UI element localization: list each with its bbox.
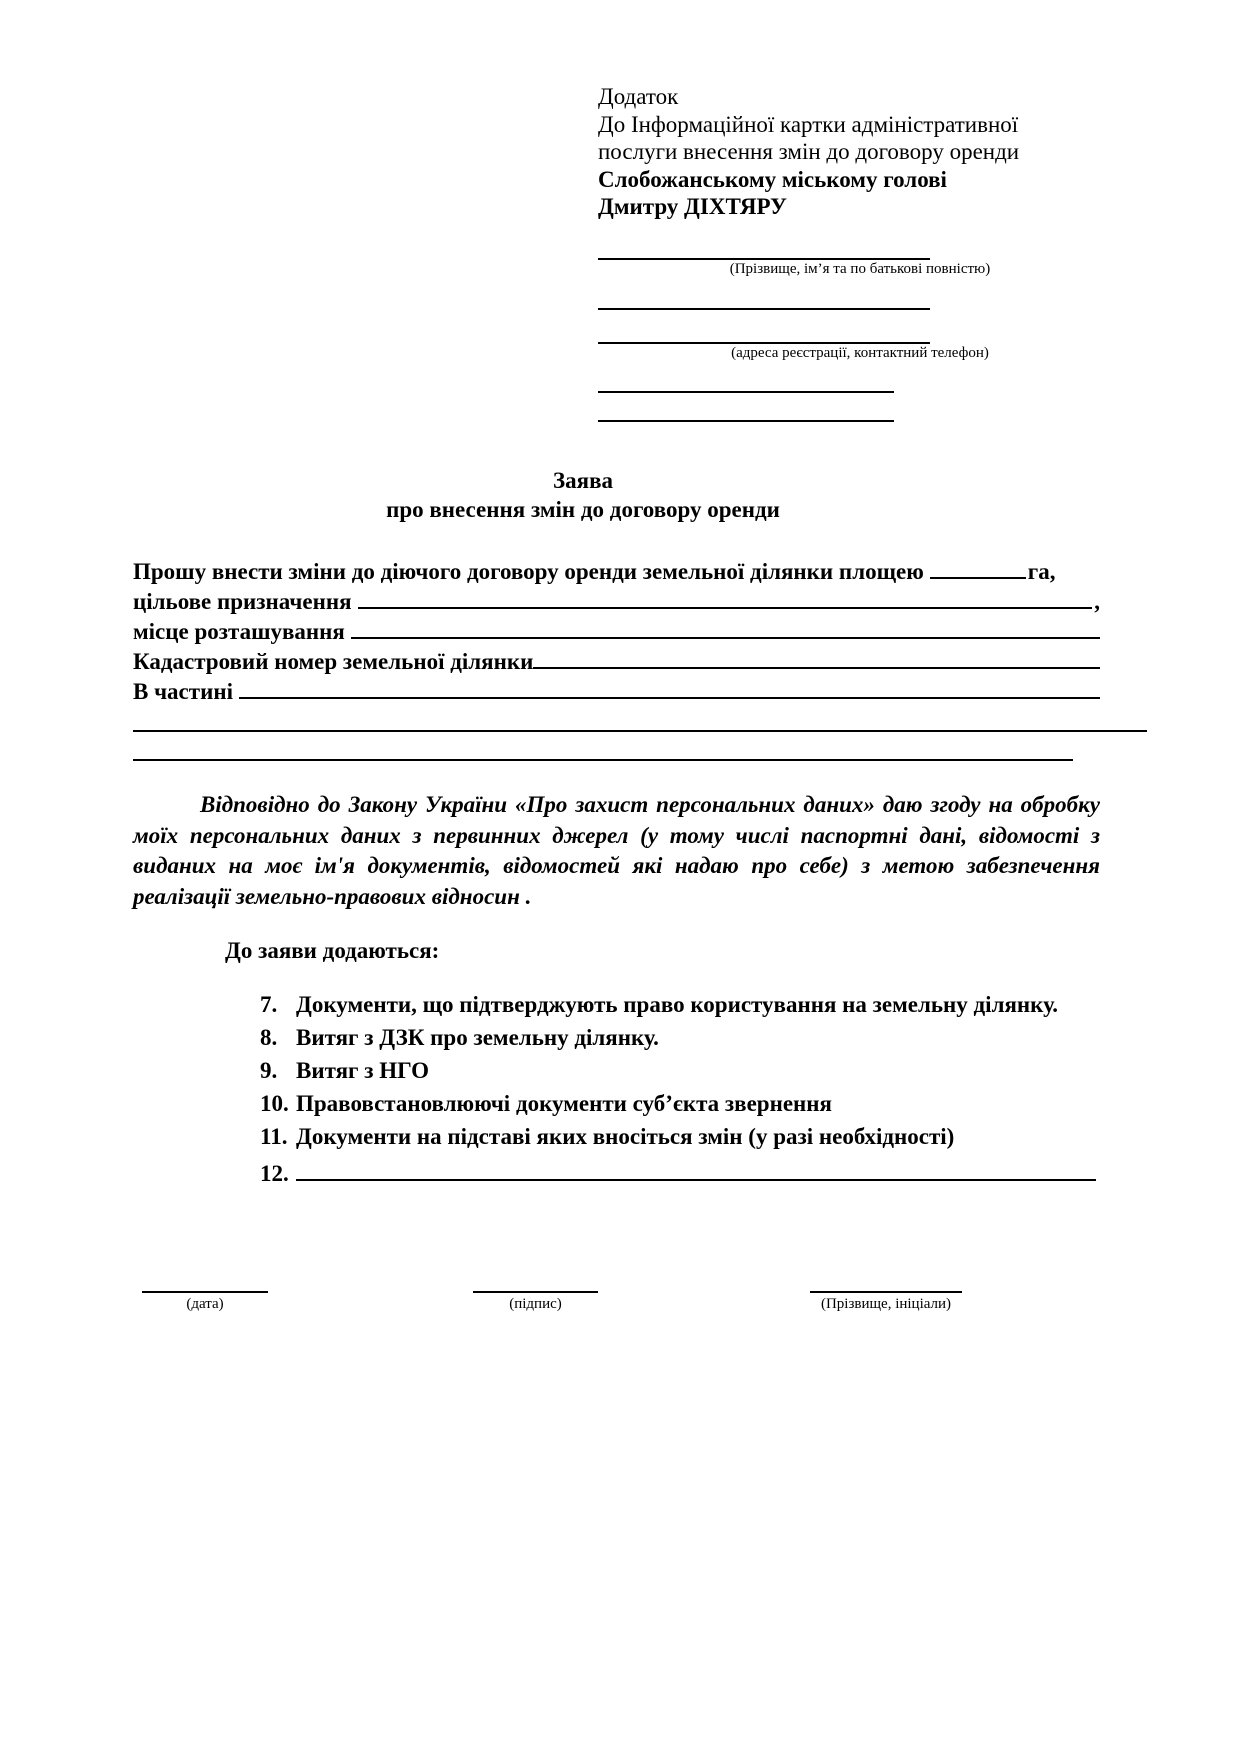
list-item-text: Документи, що підтверджують право користування на земельну ділянку. — [296, 992, 1059, 1017]
cadastre-number-field[interactable] — [533, 643, 1100, 669]
applicant-address-field-2[interactable] — [598, 364, 894, 393]
date-caption: (дата) — [186, 1296, 224, 1312]
list-item-number: 12. — [260, 1161, 289, 1186]
area-field[interactable] — [930, 553, 1026, 579]
list-item — [260, 1120, 1100, 1153]
applicant-address-field[interactable] — [598, 310, 930, 344]
cadastre-label: Кадастровий номер земельної ділянки — [133, 649, 534, 674]
request-line-purpose — [133, 583, 1100, 613]
addressee-title: Слобожанському міському голові — [598, 166, 947, 192]
list-item-number: 7. — [260, 992, 278, 1017]
list-item-text: Витяг з ДЗК про земельну ділянку. — [296, 1025, 659, 1050]
attachments-heading: До заяви додаються: — [225, 938, 440, 963]
part-label: В частині — [133, 679, 233, 704]
title-line-2: про внесення змін до договору оренди — [386, 497, 780, 522]
initials-field[interactable] — [810, 1264, 962, 1293]
signature-field[interactable] — [473, 1264, 598, 1293]
other-attachment-field[interactable] — [296, 1153, 1096, 1181]
list-item-number: 9. — [260, 1058, 278, 1083]
list-item — [260, 1021, 1100, 1054]
list-item-text: Правовстановлюючі документи суб’єкта звернення — [296, 1091, 832, 1116]
extra-line-1 — [133, 703, 1100, 732]
request-line-1-label: Прошу внести зміни до діючого договору оренди земельної ділянки площею — [133, 559, 924, 584]
addressee-name: Дмитру ДІХТЯРУ — [598, 194, 787, 219]
appendix-line: До Інформаційної картки адміністративної — [598, 111, 1019, 137]
consent-paragraph: Відповідно до Закону України «Про захист персональних даних» даю згоду на обробку моїх персональних даних з первинних джерел (у тому числі паспортні дані, відомості з виданих на моє ім'я документів, відомостей які надаю про себе) з метою забезпечення реалізації земельно-правових відносин . — [133, 792, 1100, 909]
part-field[interactable] — [239, 673, 1100, 699]
request-line-location — [133, 613, 1100, 643]
applicant-name-field[interactable] — [598, 232, 930, 260]
date-field[interactable] — [142, 1264, 268, 1293]
applicant-name-caption: (Прізвище, ім’я та по батькові повністю) — [729, 261, 991, 277]
signature-sign-block — [473, 1264, 598, 1314]
location-label: місце розташування — [133, 619, 345, 644]
header-block — [598, 83, 1098, 221]
area-unit-label: га, — [1027, 559, 1056, 584]
appendix-line: Додаток — [598, 84, 679, 109]
list-item-text: Витяг з НГО — [296, 1058, 430, 1083]
purpose-label: цільове призначення — [133, 589, 352, 614]
title-line-1: Заява — [552, 468, 613, 493]
initials-caption: (Прізвище, ініціали) — [820, 1296, 952, 1312]
list-item-number: 11. — [260, 1124, 288, 1149]
signature-date-block — [142, 1264, 268, 1314]
purpose-suffix: , — [1094, 589, 1100, 614]
list-item-number: 10. — [260, 1091, 289, 1116]
extra-field-1[interactable] — [133, 703, 1147, 732]
list-item — [260, 1087, 1100, 1120]
signature-name-block — [810, 1264, 962, 1314]
list-item — [260, 1153, 1100, 1190]
applicant-name-field-2[interactable] — [598, 280, 930, 310]
extra-line-2 — [133, 732, 1100, 761]
applicant-address-caption: (адреса реєстрації, контактний телефон) — [731, 345, 989, 361]
list-item-number: 8. — [260, 1025, 278, 1050]
applicant-address-field-3[interactable] — [598, 393, 894, 422]
purpose-field[interactable] — [358, 583, 1093, 609]
location-field[interactable] — [351, 613, 1100, 639]
signature-caption: (підпис) — [509, 1296, 562, 1312]
request-paragraph — [133, 553, 1100, 761]
request-line-part — [133, 673, 1100, 703]
appendix-line: послуги внесення змін до договору оренди — [598, 139, 1020, 164]
request-line-cadastre — [133, 643, 1100, 673]
list-item — [260, 1054, 1100, 1087]
request-line-area — [133, 553, 1100, 583]
attachments-list — [260, 988, 1100, 1190]
applicant-fields — [598, 232, 991, 422]
extra-field-2[interactable] — [133, 732, 1073, 761]
list-item-text: Документи на підставі яких вносіться змін (у разі необхідності) — [296, 1124, 955, 1149]
document-title — [133, 466, 1033, 524]
list-item — [260, 988, 1100, 1021]
